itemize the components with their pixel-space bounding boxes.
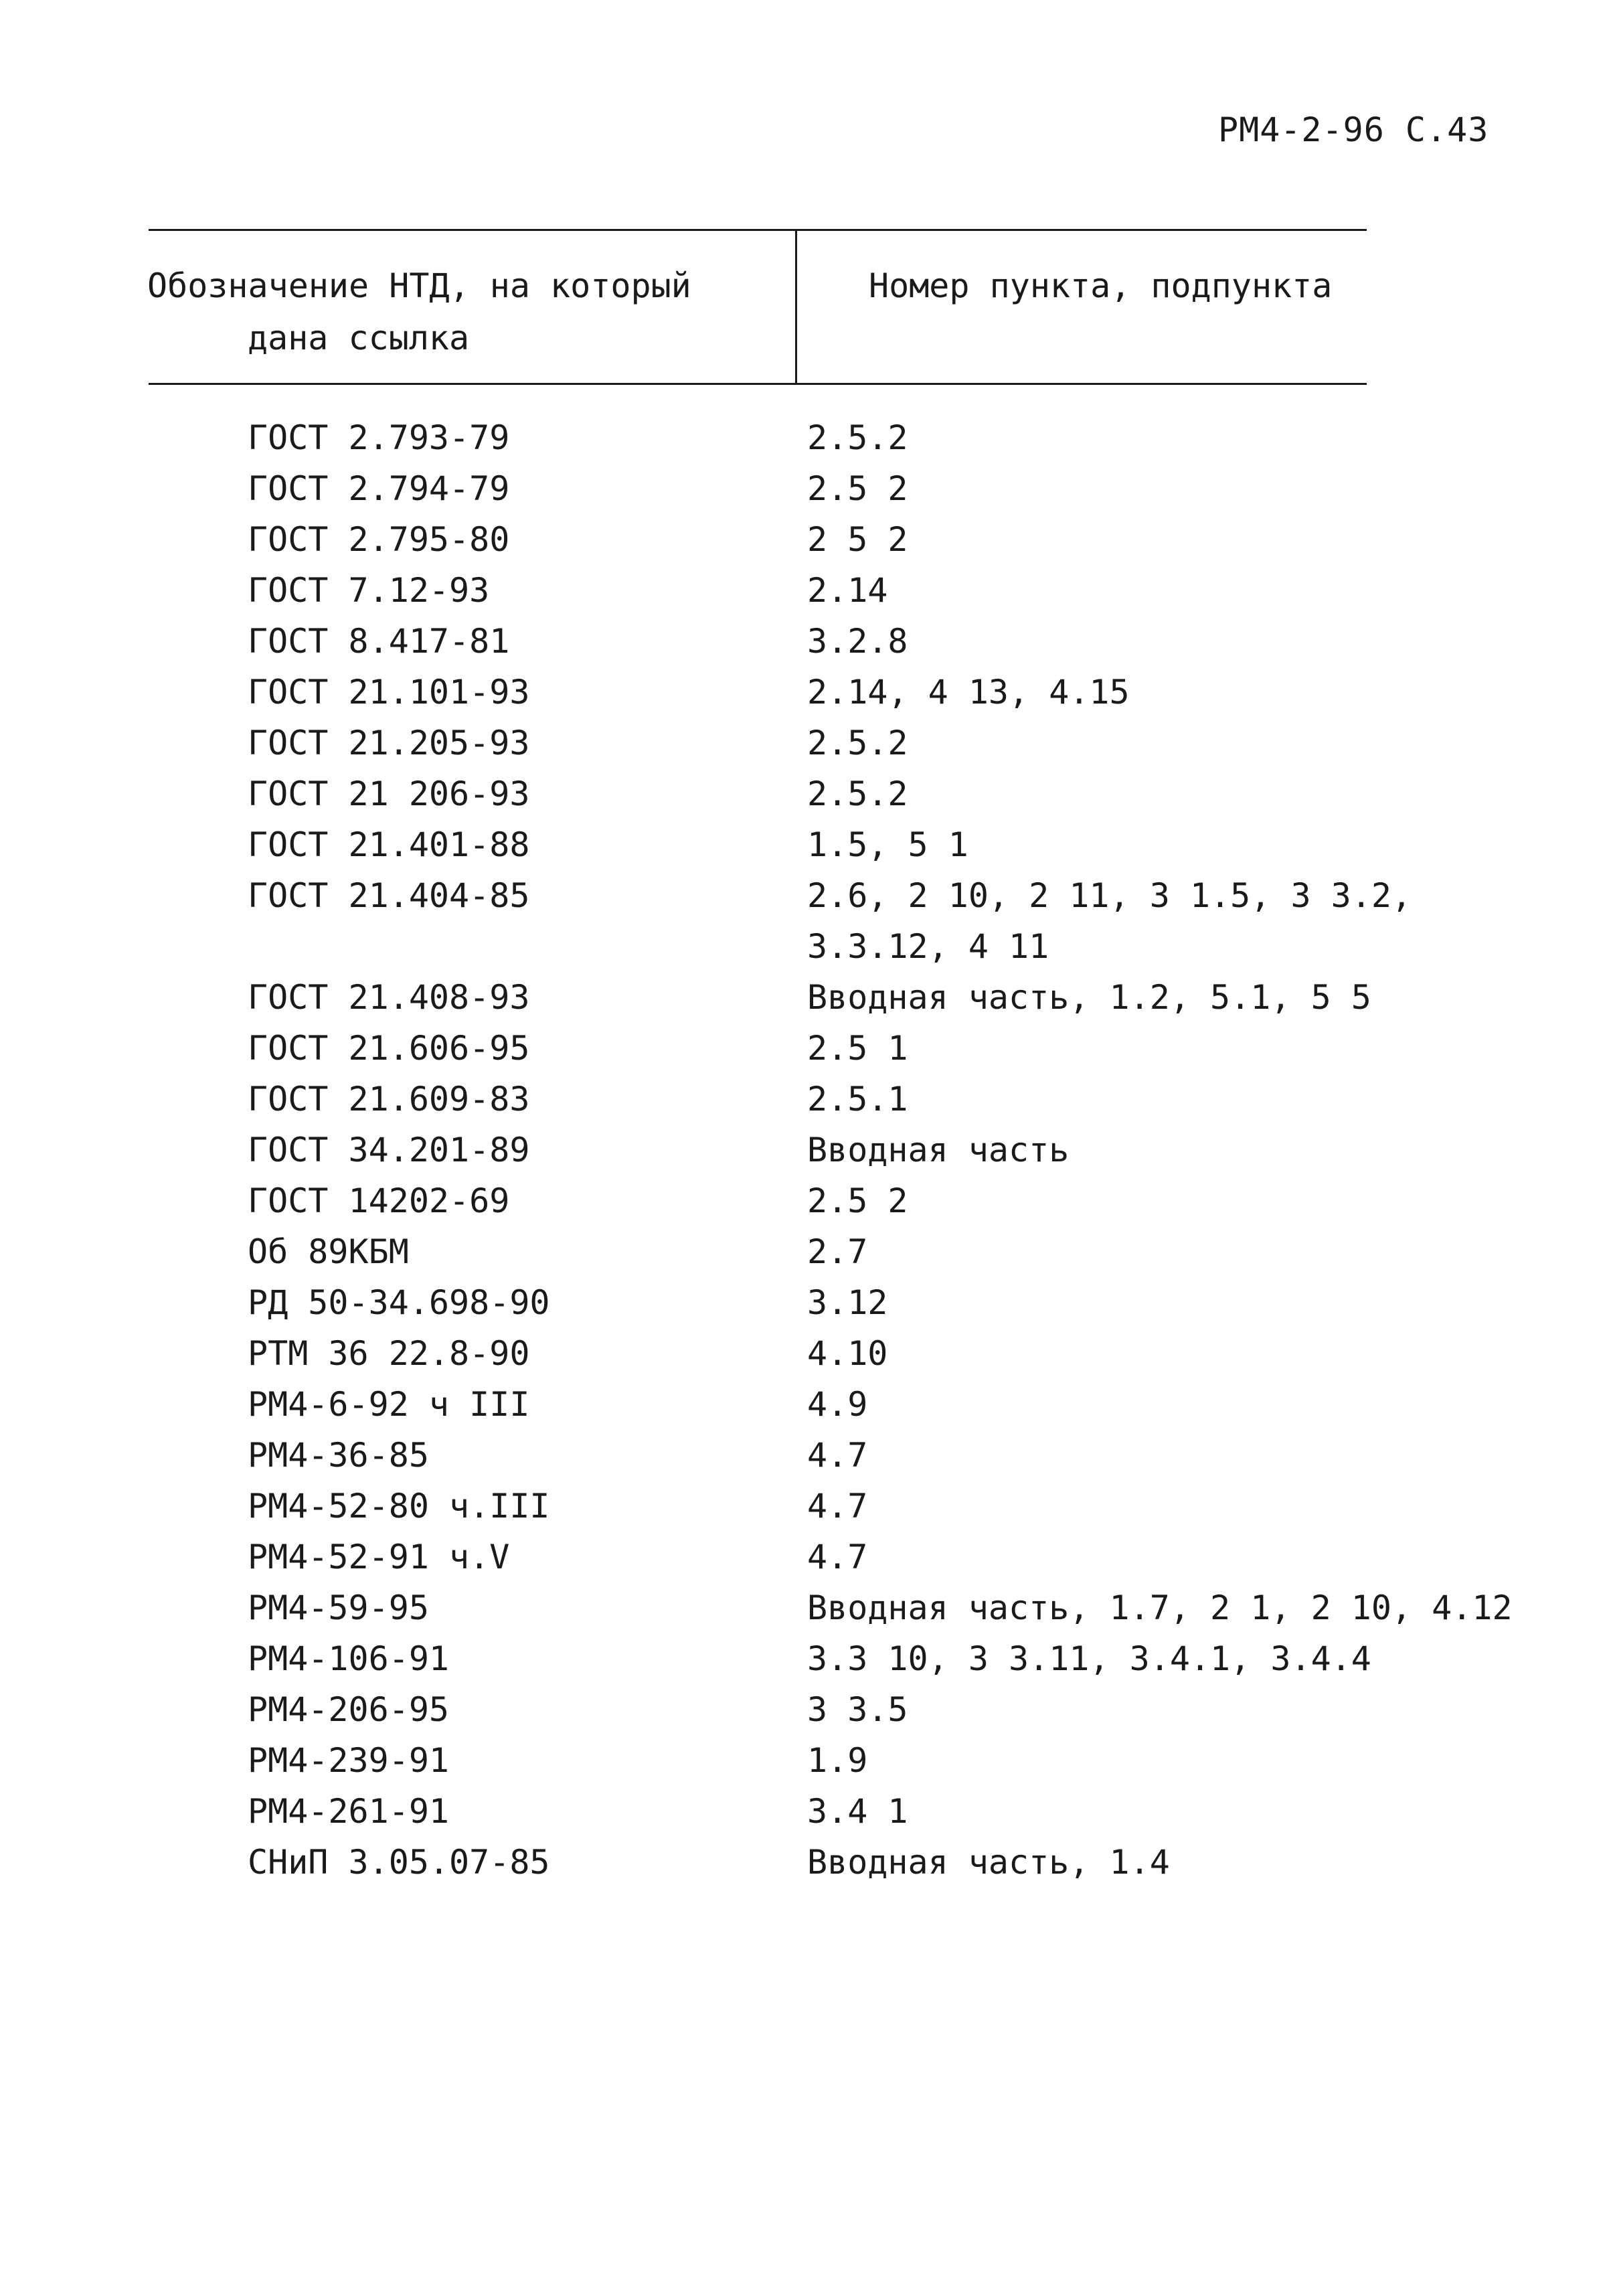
document-designation: РМ4-261-91 [248,1792,450,1831]
document-designation: ГОСТ 8.417-81 [248,622,510,661]
clause-numbers: 3 3.5 [807,1690,908,1729]
document-designation: РМ4-52-80 ч.III [248,1487,550,1526]
table-row [0,1582,1615,1633]
document-designation: ГОСТ 14202-69 [248,1181,510,1220]
table-row [0,1735,1615,1786]
clause-numbers: 3.4 1 [807,1792,908,1831]
clause-numbers: Вводная часть, 1.4 [807,1843,1170,1882]
clause-numbers: 1.5, 5 1 [807,825,968,864]
clause-numbers: Вводная часть [807,1131,1070,1169]
document-designation: РМ4-6-92 ч III [248,1385,530,1424]
document-designation: ГОСТ 2.793-79 [248,418,510,457]
document-designation: РМ4-106-91 [248,1639,450,1678]
table-row [0,768,1615,819]
column-header-document [147,260,776,364]
document-designation: СНиП 3.05.07-85 [248,1843,550,1882]
reference-table-body [0,412,1615,1888]
table-row [0,870,1615,972]
document-designation: ГОСТ 21.609-83 [248,1080,530,1119]
table-row [0,412,1615,463]
document-designation: ГОСТ 21.408-93 [248,978,530,1017]
document-designation: ГОСТ 21.401-88 [248,825,530,864]
document-designation: ГОСТ 2.794-79 [248,469,510,508]
document-designation: РТМ 36 22.8-90 [248,1334,530,1373]
table-row [0,1684,1615,1735]
clause-numbers: 4.10 [807,1334,888,1373]
clause-numbers: 2.14 [807,571,888,610]
clause-numbers: 2.7 [807,1232,868,1271]
table-row [0,1786,1615,1837]
table-row [0,1481,1615,1532]
table-row [0,1125,1615,1175]
document-designation: ГОСТ 21.606-95 [248,1029,530,1068]
clause-numbers: 4.7 [807,1538,868,1576]
table-top-rule [149,229,1367,231]
clause-numbers: 2.5.2 [807,774,908,813]
clause-numbers: 2.5 2 [807,1181,908,1220]
table-row [0,1074,1615,1125]
clause-numbers: 2.5.2 [807,418,908,457]
clause-numbers: 2.14, 4 13, 4.15 [807,673,1130,712]
document-designation: ГОСТ 7.12-93 [248,571,490,610]
clause-numbers: 4.9 [807,1385,868,1424]
clause-numbers: 2.5 2 [807,469,908,508]
column-header-document-line1: Обозначение НТД, на который [147,266,691,305]
clause-numbers: 4.7 [807,1487,868,1526]
clause-numbers: 3.2.8 [807,622,908,661]
table-row [0,1226,1615,1277]
document-designation: РМ4-239-91 [248,1741,450,1780]
table-row [0,616,1615,667]
table-row [0,1175,1615,1226]
table-row [0,1532,1615,1582]
table-row [0,514,1615,565]
table-row [0,1379,1615,1430]
table-row [0,463,1615,514]
document-designation: ГОСТ 21 206-93 [248,774,530,813]
document-designation: Об 89КБМ [248,1232,409,1271]
clause-numbers: 2 5 2 [807,520,908,559]
document-designation: ГОСТ 21.205-93 [248,724,530,762]
clause-numbers: 3.3 10, 3 3.11, 3.4.1, 3.4.4 [807,1639,1371,1678]
clause-numbers: 2.5 1 [807,1029,908,1068]
column-divider [795,229,797,384]
table-row [0,565,1615,616]
document-designation: ГОСТ 21.404-85 [248,876,530,915]
document-designation: РМ4-206-95 [248,1690,450,1729]
table-row [0,1023,1615,1074]
clause-numbers: Вводная часть, 1.7, 2 1, 2 10, 4.12 [807,1588,1513,1627]
table-row [0,718,1615,768]
document-designation: ГОСТ 2.795-80 [248,520,510,559]
document-designation: ГОСТ 21.101-93 [248,673,530,712]
clause-numbers: 3.12 [807,1283,888,1322]
table-row [0,819,1615,870]
clause-numbers: 2.6, 2 10, 2 11, 3 1.5, 3 3.2, 3.3.12, 4 11 [807,876,1412,966]
document-designation: РМ4-36-85 [248,1436,429,1475]
page-header-reference: РМ4-2-96 С.43 [1218,110,1489,149]
clause-numbers: 1.9 [807,1741,868,1780]
table-row [0,1633,1615,1684]
table-row [0,1328,1615,1379]
clause-numbers: 2.5.2 [807,724,908,762]
table-row [0,972,1615,1023]
column-header-clause: Номер пункта, подпункта [869,266,1333,305]
table-row [0,667,1615,718]
table-row [0,1277,1615,1328]
document-designation: РМ4-52-91 ч.V [248,1538,510,1576]
document-designation: РД 50-34.698-90 [248,1283,550,1322]
table-row [0,1837,1615,1888]
table-header-bottom-rule [149,383,1367,385]
clause-numbers: 2.5.1 [807,1080,908,1119]
clause-numbers: Вводная часть, 1.2, 5.1, 5 5 [807,978,1371,1017]
document-designation: РМ4-59-95 [248,1588,429,1627]
document-designation: ГОСТ 34.201-89 [248,1131,530,1169]
column-header-document-line2: дана ссылка [248,319,470,357]
clause-numbers: 4.7 [807,1436,868,1475]
table-row [0,1430,1615,1481]
